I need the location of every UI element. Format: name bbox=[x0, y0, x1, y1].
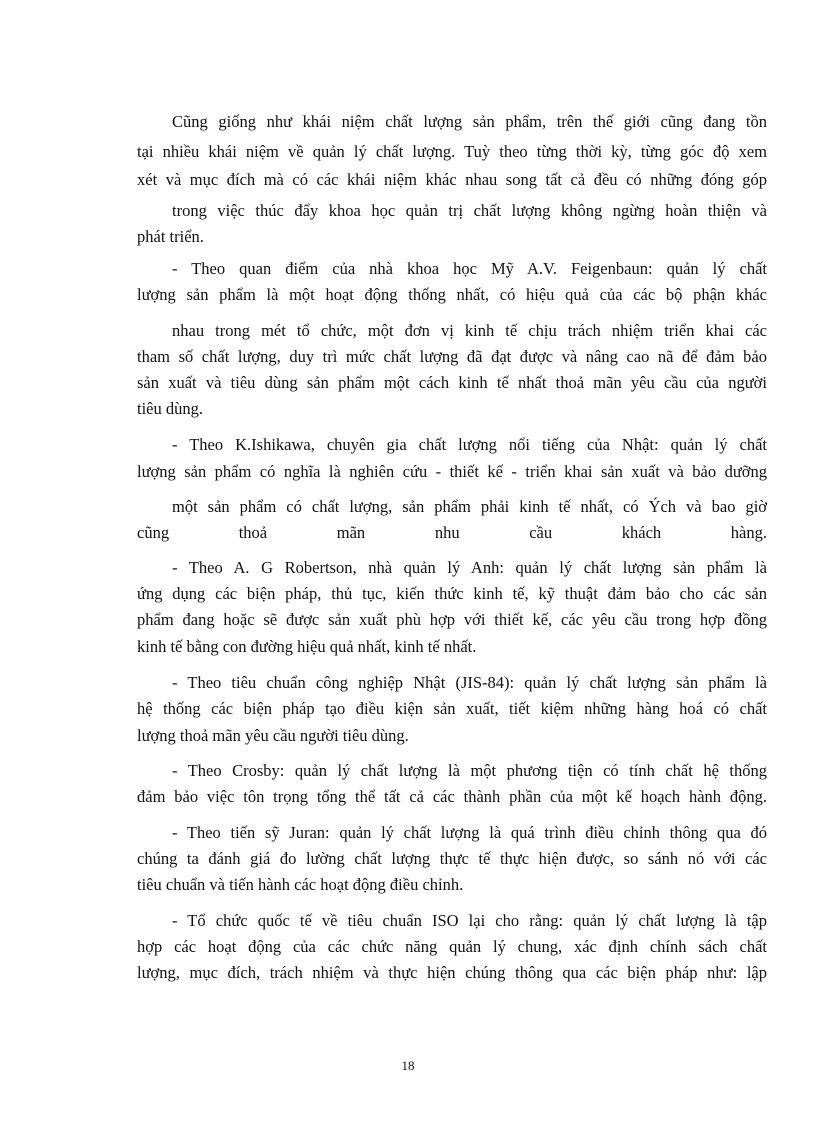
paragraph-4-line-1: - Theo A. G Robertson, nhà quản lý Anh: quản lý chất lượng sản phẩm là bbox=[172, 558, 767, 577]
paragraph-3-line-3: một sản phẩm có chất lượng, sản phẩm phải kinh tế nhất, có Ých và bao giờ bbox=[172, 497, 767, 516]
paragraph-4-line-3: phẩm đang hoặc sẽ được sản xuất phù hợp với thiết kế, các yêu cầu trong hợp đồng bbox=[137, 610, 767, 629]
paragraph-6-line-2: đảm bảo việc tôn trọng tổng thể tất cả các thành phần của một kế hoạch hành động. bbox=[137, 787, 767, 806]
paragraph-2-line-3: nhau trong mét tổ chức, một đơn vị kinh tế chịu trách nhiệm triển khai các bbox=[172, 321, 767, 340]
paragraph-5-line-2: hệ thống các biện pháp tạo điều kiện sản xuất, tiết kiệm những hàng hoá có chất bbox=[137, 699, 767, 718]
paragraph-6-line-1: - Theo Crosby: quản lý chất lượng là một phương tiện có tính chất hệ thống bbox=[172, 761, 767, 780]
paragraph-7-line-3: tiêu chuẩn và tiến hành các hoạt động điều chỉnh. bbox=[137, 875, 464, 894]
page-number: 18 bbox=[401, 1058, 415, 1073]
paragraph-5-line-1: - Theo tiêu chuẩn công nghiệp Nhật (JIS-84): quản lý chất lượng sản phẩm là bbox=[172, 673, 767, 692]
paragraph-1-line-5: phát triển. bbox=[137, 227, 204, 246]
paragraph-7-line-1: - Theo tiến sỹ Juran: quản lý chất lượng là quá trình điều chỉnh thông qua đó bbox=[172, 823, 767, 842]
paragraph-5-line-3: lượng thoả mãn yêu cầu người tiêu dùng. bbox=[137, 726, 409, 745]
paragraph-2-line-5: sản xuất và tiêu dùng sản phẩm một cách kinh tế nhất thoả mãn yêu cầu của người bbox=[137, 373, 767, 392]
paragraph-2-line-1: - Theo quan điểm của nhà khoa học Mỹ A.V. Feigenbaun: quản lý chất bbox=[172, 259, 767, 278]
paragraph-3-line-4: cũng thoả mãn nhu cầu khách hàng. bbox=[137, 523, 767, 542]
paragraph-3-line-1: - Theo K.Ishikawa, chuyên gia chất lượng nổi tiếng của Nhật: quản lý chất bbox=[172, 435, 767, 454]
paragraph-2-line-6: tiêu dùng. bbox=[137, 399, 203, 418]
paragraph-4-line-2: ứng dụng các biện pháp, thủ tục, kiến thức kinh tế, kỹ thuật đảm bảo cho các sản bbox=[137, 584, 767, 603]
paragraph-8-line-2: hợp các hoạt động của các chức năng quản lý chung, xác định chính sách chất bbox=[137, 937, 767, 956]
paragraph-1-line-2: tại nhiều khái niệm về quản lý chất lượng. Tuỳ theo từng thời kỳ, từng góc độ xem bbox=[137, 142, 767, 161]
paragraph-2-line-4: tham số chất lượng, duy trì mức chất lượng đã đạt được và nâng cao nã để đảm bảo bbox=[137, 347, 767, 366]
paragraph-1-line-1: Cũng giống như khái niệm chất lượng sản phẩm, trên thế giới cũng đang tồn bbox=[172, 112, 767, 131]
paragraph-4-line-4: kinh tế bằng con đường hiệu quả nhất, kinh tế nhất. bbox=[137, 637, 477, 656]
paragraph-7-line-2: chúng ta đánh giá đo lường chất lượng thực tế thực hiện được, so sánh nó với các bbox=[137, 849, 767, 868]
paragraph-8-line-1: - Tổ chức quốc tế về tiêu chuẩn ISO lại cho rằng: quản lý chất lượng là tập bbox=[172, 911, 767, 930]
paragraph-8-line-3: lượng, mục đích, trách nhiệm và thực hiện chúng thông qua các biện pháp như: lập bbox=[137, 963, 767, 982]
paragraph-3-line-2: lượng sản phẩm có nghĩa là nghiên cứu - thiết kế - triển khai sản xuất và bảo dưỡng bbox=[137, 462, 767, 481]
paragraph-2-line-2: lượng sản phẩm là một hoạt động thống nhất, có hiệu quả của các bộ phận khác bbox=[137, 285, 767, 304]
paragraph-1-line-4: trong việc thúc đẩy khoa học quản trị chất lượng không ngừng hoàn thiện và bbox=[172, 201, 767, 220]
paragraph-1-line-3: xét và mục đích mà có các khái niệm khác nhau song tất cả đều có những đóng góp bbox=[137, 170, 767, 189]
